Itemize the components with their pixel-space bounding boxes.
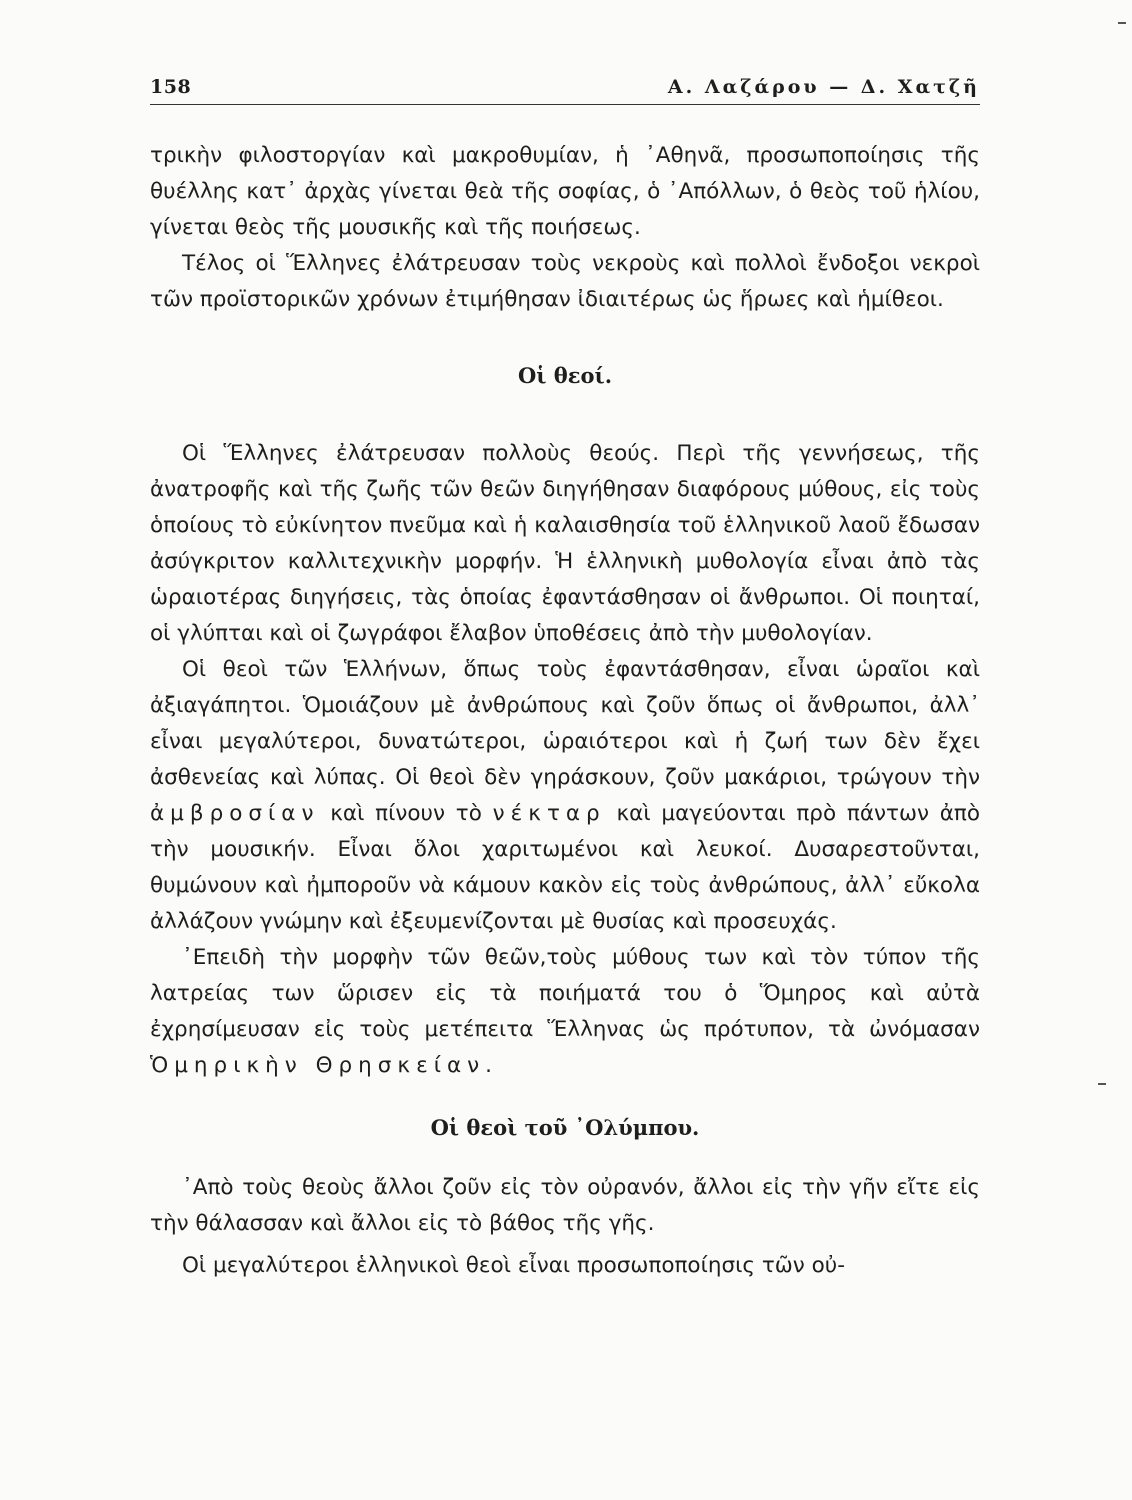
section-heading: Οἱ θεοί.: [517, 363, 613, 388]
spaced-term: Ὁμηρικὴν Θρησκείαν.: [150, 1053, 499, 1078]
page-body: [150, 138, 980, 1284]
spaced-term: νέκταρ: [492, 801, 606, 826]
scan-edge-mark-side: [1098, 1083, 1106, 1085]
paragraph: [150, 652, 980, 940]
text-run: ᾿Επειδὴ τὴν μορφὴν τῶν θεῶν,τοὺς μύθους των καὶ τὸν τύπον τῆς λατρείας των ὥρισεν εἰς τὰ ποιήματά του ὁ Ὅμηρος καὶ αὐτὰ ἐχρησίμευσαν εἰς τοὺς μετέπειτα Ἕλληνας ὡς πρότυπον, τὰ ὠνόμασαν: [150, 945, 980, 1042]
paragraph: ᾿Απὸ τοὺς θεοὺς ἄλλοι ζοῦν εἰς τὸν οὐρανόν, ἄλλοι εἰς τὴν γῆν εἴτε εἰς τὴν θάλασσαν καὶ ἄλλοι εἰς τὸ βάθος τῆς γῆς.: [150, 1175, 980, 1236]
paragraph: Οἱ μεγαλύτεροι ἑλληνικοὶ θεοὶ εἶναι προσωποποίησις τῶν οὐ-: [182, 1253, 845, 1278]
running-head: Α. Λαζάρου — Δ. Χατζῆ: [667, 76, 980, 98]
page-header: [150, 70, 980, 100]
scan-edge-mark-top: [1118, 22, 1126, 24]
paragraph: Τέλος οἱ Ἕλληνες ἐλάτρευσαν τοὺς νεκροὺς καὶ πολλοὶ ἔνδοξοι νεκροὶ τῶν προϊστορικῶν χρόνων ἐτιμήθησαν ἰδιαιτέρως ὡς ἥρωες καὶ ἡμίθεοι.: [150, 251, 980, 312]
paragraph: [150, 940, 980, 1084]
paragraph: τρικὴν φιλοστοργίαν καὶ μακροθυμίαν, ἡ ᾿Αθηνᾶ, προσωποποίησις τῆς θυέλλης κατ᾿ ἀρχὰς γίνεται θεὰ τῆς σοφίας, ὁ ᾿Απόλλων, ὁ θεὸς τοῦ ἡλίου, γίνεται θεὸς τῆς μουσικῆς καὶ τῆς ποιήσεως.: [150, 143, 980, 240]
section-heading: Οἱ θεοὶ τοῦ ᾿Ολύμπου.: [430, 1115, 700, 1140]
header-rule: [150, 104, 980, 105]
page-number: 158: [150, 76, 192, 98]
text-run: καὶ μαγεύονται πρὸ πάντων ἀπὸ τὴν μουσικήν. Εἶναι ὅλοι χαριτωμένοι καὶ λευκοί. Δυσαρεστοῦνται, θυμώνουν καὶ ἠμποροῦν νὰ κάμουν κακὸν εἰς τοὺς ἀνθρώπους, ἀλλ᾿ εὔκολα ἀλλάζουν γνώμην καὶ ἐξευμενίζονται μὲ θυσίας καὶ προσευχάς.: [150, 801, 981, 934]
text-run: καὶ πίνουν τὸ: [330, 801, 482, 826]
spaced-term: ἀμβροσίαν: [150, 801, 320, 826]
paragraph: Οἱ Ἕλληνες ἐλάτρευσαν πολλοὺς θεούς. Περὶ τῆς γεννήσεως, τῆς ἀνατροφῆς καὶ τῆς ζωῆς τῶν θεῶν διηγήθησαν διαφόρους μύθους, εἰς τοὺς ὁποίους τὸ εὐκίνητον πνεῦμα καὶ ἡ καλαισθησία τοῦ ἑλληνικοῦ λαοῦ ἔδωσαν ἀσύγκριτον καλλιτεχνικὴν μορφήν. Ἡ ἑλληνικὴ μυθολογία εἶναι ἀπὸ τὰς ὡραιοτέρας διηγήσεις, τὰς ὁποίας ἐφαντάσθησαν οἱ ἄνθρωποι. Οἱ ποιηταί, οἱ γλύπται καὶ οἱ ζωγράφοι ἔλαβον ὑποθέσεις ἀπὸ τὴν μυθολογίαν.: [150, 441, 980, 646]
text-run: Οἱ θεοὶ τῶν Ἑλλήνων, ὅπως τοὺς ἐφαντάσθησαν, εἶναι ὡραῖοι καὶ ἀξιαγάπητοι. Ὁμοιάζουν μὲ ἀνθρώπους καὶ ζοῦν ὅπως οἱ ἄνθρωποι, ἀλλ᾿ εἶναι μεγαλύτεροι, δυνατώτεροι, ὡραιότεροι καὶ ἡ ζωή των δὲν ἔχει ἀσθενείας καὶ λύπας. Οἱ θεοὶ δὲν γηράσκουν, ζοῦν μακάριοι, τρώγουν τὴν: [150, 657, 980, 790]
